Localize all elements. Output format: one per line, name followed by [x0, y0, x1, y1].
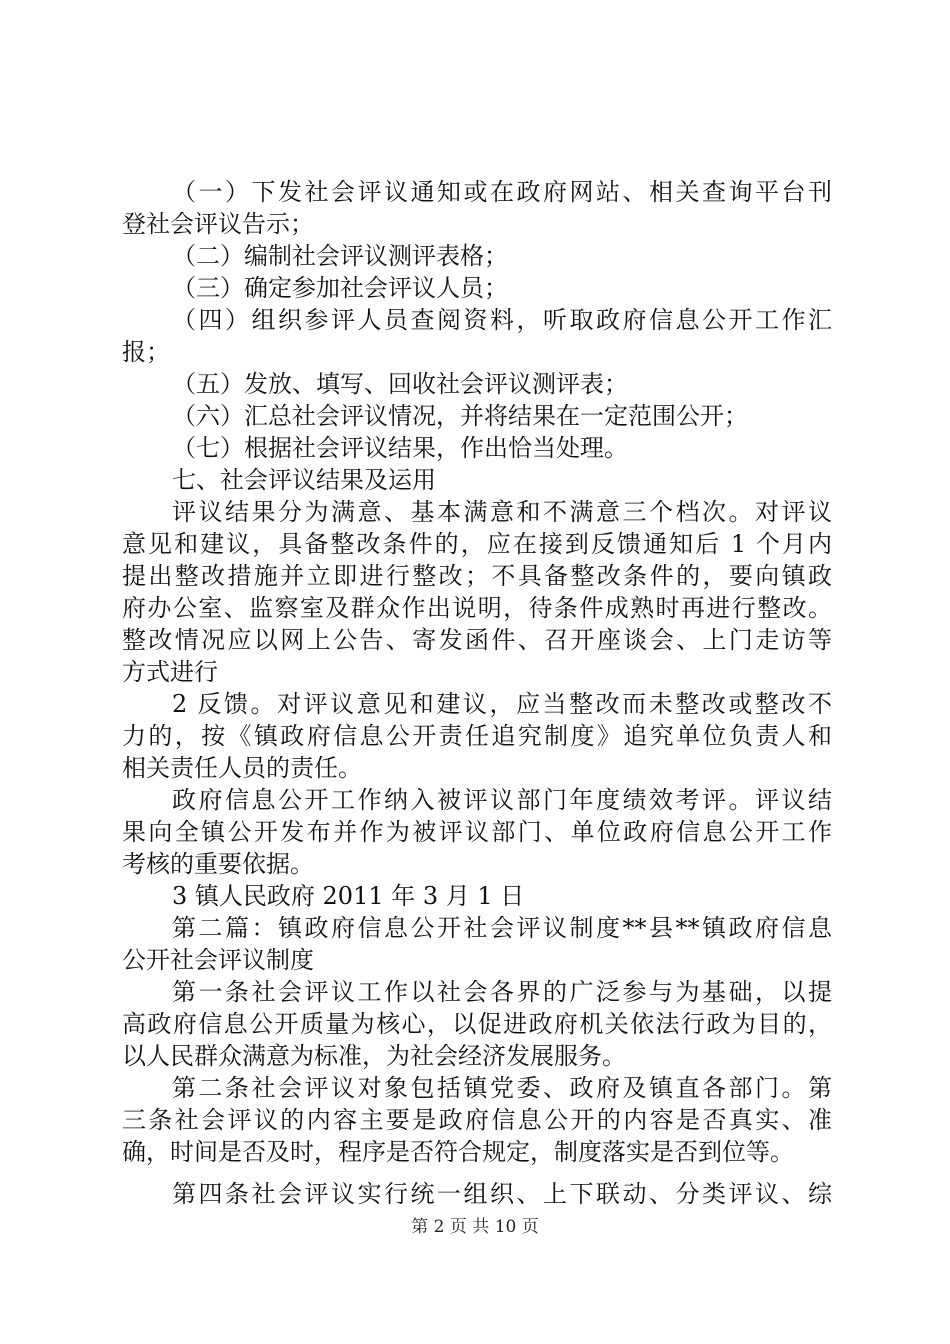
- paragraph-line: 提出整改措施并立即进行整改；不具备整改条件的，要向镇政: [122, 562, 832, 590]
- paragraph-line: 考核的重要依据。: [122, 850, 314, 878]
- paragraph-line: 方式进行: [122, 658, 218, 686]
- paragraph-line: 三条社会评议的内容主要是政府信息公开的内容是否真实、准: [122, 1106, 832, 1134]
- paragraph-line: 确，时间是否及时，程序是否符合规定，制度落实是否到位等。: [122, 1138, 794, 1166]
- paragraph-line: （四）组织参评人员查阅资料，听取政府信息公开工作汇: [172, 306, 832, 334]
- paragraph-line: （一）下发社会评议通知或在政府网站、相关查询平台刊: [172, 178, 832, 206]
- paragraph-line: （六）汇总社会评议情况，并将结果在一定范围公开；: [172, 402, 748, 430]
- paragraph-line: （五）发放、填写、回收社会评议测评表；: [172, 370, 628, 398]
- paragraph-line: 评议结果分为满意、基本满意和不满意三个档次。对评议: [172, 498, 832, 526]
- section-heading: 七、社会评议结果及运用: [172, 466, 436, 494]
- paragraph-line: 相关责任人员的责任。: [122, 754, 362, 782]
- date-line: 3 镇人民政府 2011 年 3 月 1 日: [172, 882, 525, 910]
- paragraph-line: （三）确定参加社会评议人员；: [172, 274, 508, 302]
- paragraph-line: 第四条社会评议实行统一组织、上下联动、分类评议、综: [172, 1180, 832, 1208]
- paragraph-line: 以人民群众满意为标准，为社会经济发展服务。: [122, 1042, 626, 1070]
- paragraph-line: 2 反馈。对评议意见和建议，应当整改而未整改或整改不: [172, 690, 832, 718]
- paragraph-line: 果向全镇公开发布并作为被评议部门、单位政府信息公开工作: [122, 818, 832, 846]
- paragraph-line: 府办公室、监察室及群众作出说明，待条件成熟时再进行整改。: [122, 594, 832, 622]
- paragraph-line: （二）编制社会评议测评表格；: [172, 242, 508, 270]
- paragraph-line: 政府信息公开工作纳入被评议部门年度绩效考评。评议结: [172, 786, 832, 814]
- paragraph-line: 力的，按《镇政府信息公开责任追究制度》追究单位负责人和: [122, 722, 832, 750]
- chapter-heading: 公开社会评议制度: [122, 946, 314, 974]
- chapter-heading: 第二篇：镇政府信息公开社会评议制度**县**镇政府信息: [172, 914, 832, 942]
- paragraph-line: 高政府信息公开质量为核心，以促进政府机关依法行政为目的，: [122, 1010, 832, 1038]
- paragraph-line: 第二条社会评议对象包括镇党委、政府及镇直各部门。第: [172, 1074, 832, 1102]
- page-number-footer: 第 2 页 共 10 页: [411, 1217, 539, 1237]
- paragraph-line: 第一条社会评议工作以社会各界的广泛参与为基础，以提: [172, 978, 832, 1006]
- paragraph-line: 整改情况应以网上公告、寄发函件、召开座谈会、上门走访等: [122, 626, 832, 654]
- paragraph-line: 意见和建议，具备整改条件的，应在接到反馈通知后 1 个月内: [122, 530, 832, 558]
- paragraph-line: （七）根据社会评议结果，作出恰当处理。: [172, 434, 628, 462]
- paragraph-line: 登社会评议告示；: [122, 210, 314, 238]
- paragraph-line: 报；: [122, 338, 170, 366]
